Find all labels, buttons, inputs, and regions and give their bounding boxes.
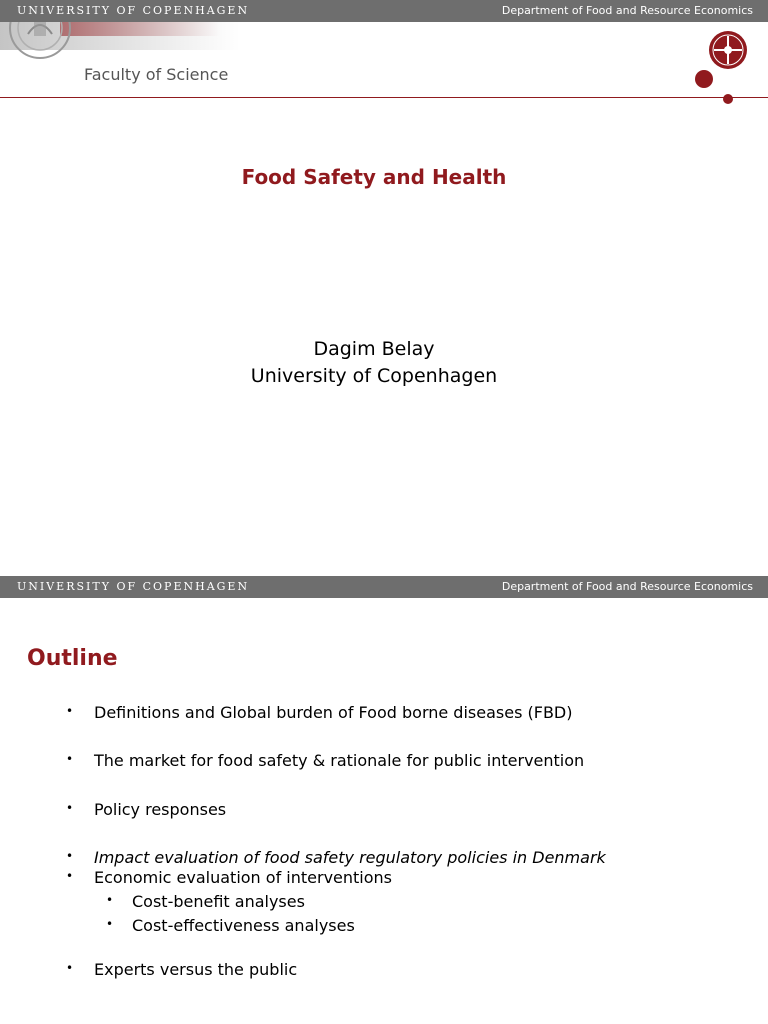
author-affiliation: University of Copenhagen [250,365,498,387]
author-block [0,336,748,390]
bullet-icon: • [66,752,74,766]
author-name: Dagim Belay [313,338,435,360]
outline-slide [0,576,768,1024]
university-name: UNIVERSITY OF COPENHAGEN [17,4,250,17]
outline-item [66,800,227,819]
outline-subitem [106,892,305,911]
bullet-icon: • [106,893,114,907]
outline-item-text: Experts versus the public [94,960,298,979]
university-seal-banner-icon [0,22,240,70]
university-logo-icon [690,26,752,108]
university-name: UNIVERSITY OF COPENHAGEN [17,580,250,593]
outline-item-text: Policy responses [94,800,227,819]
bullet-icon: • [66,961,74,975]
faculty-name: Faculty of Science [84,65,229,84]
outline-item-text: Impact evaluation of food safety regulatory policies in Denmark [94,848,606,867]
bullet-icon: • [66,869,74,883]
outline-subitem [106,916,355,935]
outline-item [66,751,585,770]
outline-item-text: Definitions and Global burden of Food borne diseases (FBD) [94,703,573,722]
department-name: Department of Food and Resource Economics [501,4,753,17]
outline-item-text: Economic evaluation of interventions [94,868,393,887]
bullet-icon: • [66,801,74,815]
top-bar [0,576,768,598]
outline-heading: Outline [27,646,118,671]
outline-item [66,868,393,887]
slide-title: Food Safety and Health [241,165,507,189]
bullet-icon: • [66,704,74,718]
bullet-icon: • [66,849,74,863]
outline-item [66,848,606,867]
department-name: Department of Food and Resource Economics [501,580,753,593]
outline-subitem-text: Cost-effectiveness analyses [132,916,355,935]
outline-item [66,960,298,979]
outline-subitem-text: Cost-benefit analyses [132,892,305,911]
top-bar [0,0,768,22]
header-divider [0,97,768,98]
outline-item-text: The market for food safety & rationale for public intervention [94,751,585,770]
bullet-icon: • [106,917,114,931]
outline-item [66,703,573,722]
